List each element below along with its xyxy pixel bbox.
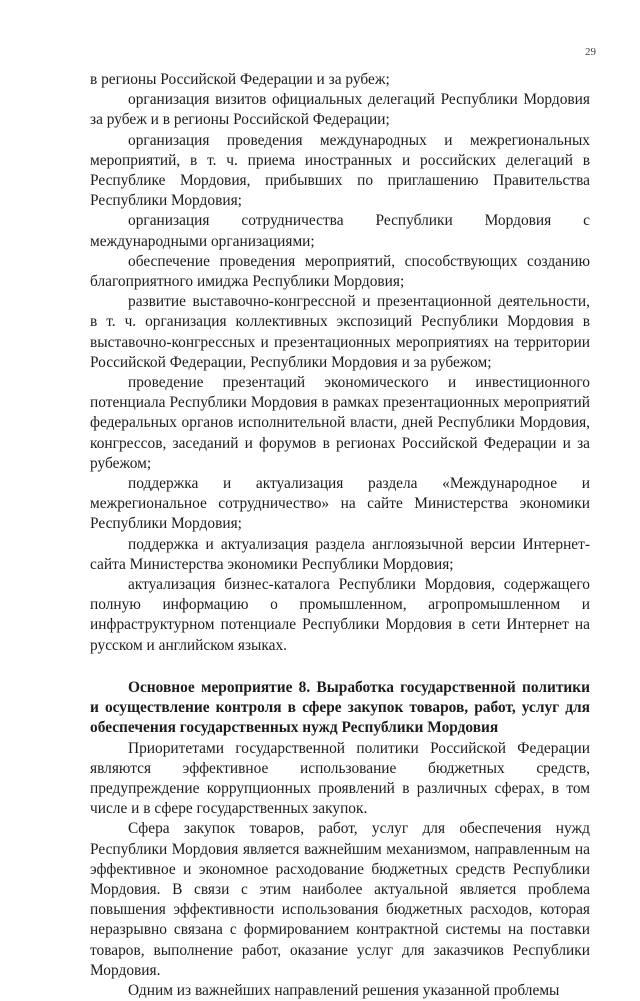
paragraph: проведение презентаций экономического и инвестиционного потенциала Республики Мордовия в рамках презентационных мероприятий федеральных органов исполнительной власти, дней Республики Мордовия, конгрессов, заседаний и форумов в регионах Российской Федерации и за рубежом; [90, 374, 590, 472]
page-number: 29 [585, 46, 596, 58]
paragraph: Приоритетами государственной политики Российской Федерации являются эффективное использование бюджетных средств, предупреждение коррупционных проявлений в различных сферах, в том числе и в сфере государственных закупок. [90, 739, 590, 818]
paragraph: развитие выставочно-конгрессной и презентационной деятельности, в т. ч. организация коллективных экспозиций Республики Мордовия в выставочно-конгрессных и презентационных мероприятиях на территории Российской Федерации, Республики Мордовия и за рубежом; [90, 293, 590, 371]
paragraph: поддержка и актуализация раздела англоязычной версии Интернет-сайта Министерства экономики Республики Мордовия; [90, 535, 590, 573]
paragraph: организация визитов официальных делегаций Республики Мордовия за рубеж и в регионы Российской Федерации; [90, 91, 590, 129]
paragraph: обеспечение проведения мероприятий, способствующих созданию благоприятного имиджа Республики Мордовия; [90, 252, 590, 291]
paragraph: поддержка и актуализация раздела «Международное и межрегиональное сотрудничество» на сайте Министерства экономики Республики Мордовия; [90, 475, 590, 533]
section-heading: Основное мероприятие 8. Выработка государственной политики и осуществление контроля в сфере закупок товаров, работ, услуг для обеспечения государственных нужд Республики Мордовия [90, 678, 590, 737]
paragraph: актуализация бизнес-каталога Республики Мордовия, содержащего полную информацию о промышленном, агропромышленном и инфраструктурном потенциале Республики Мордовия в сети Интернет на русском и английском языках. [90, 576, 590, 654]
paragraph: Одним из важнейших направлений решения указанной проблемы [128, 981, 560, 999]
paragraph: Сфера закупок товаров, работ, услуг для обеспечения нужд Республики Мордовия является важнейшим механизмом, направленным на эффективное и экономное расходование бюджетных средств Республики Мордовия. В связи с этим наиболее актуальной является проблема повышения эффективности использования бюджетных расходов, которая неразрывно связана с формированием контрактной системы на поставки товаров, выполнение работ, оказание услуг для заказчиков Республики Мордовия. [90, 820, 590, 979]
paragraph: организация сотрудничества Республики Мордовия с международными организациями; [90, 212, 590, 250]
document-body [90, 70, 590, 1001]
paragraph: в регионы Российской Федерации и за рубеж; [90, 71, 390, 88]
paragraph: организация проведения международных и межрегиональных мероприятий, в т. ч. приема иностранных и российских делегаций в Республике Мордовия, прибывших по приглашению Правительства Республики Мордовия; [90, 131, 590, 210]
